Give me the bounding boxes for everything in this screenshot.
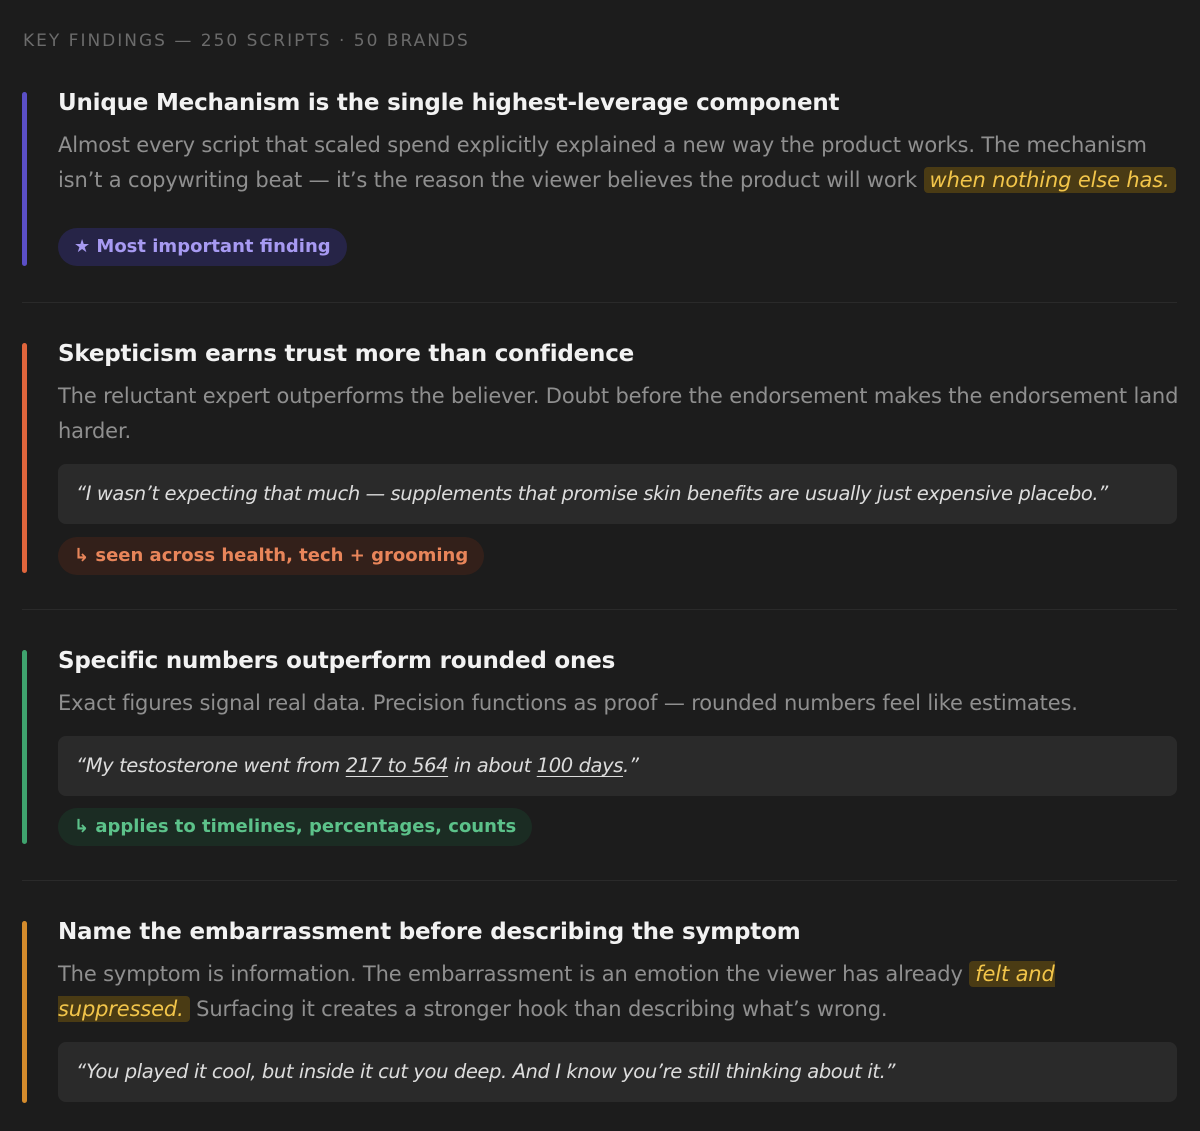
category-tag [58,808,532,846]
tag-label: ↳ seen across health, tech + grooming [74,545,469,566]
accent-bar-purple [22,92,27,266]
finding-body: The reluctant expert outperforms the believer. Doubt before the endorsement makes the endorsement land harder. [58,384,1179,443]
quote-text: in about [448,754,537,777]
quote-number-underlined: 217 to 564 [345,754,449,777]
divider [22,302,1177,303]
divider [22,880,1177,881]
finding-title: Unique Mechanism is the single highest-leverage component [58,90,840,116]
highlight-phrase: felt and suppressed. [58,962,1055,1021]
example-quote [58,736,1177,796]
quote-number-underlined: 100 days [536,754,624,777]
finding-body [58,128,1183,198]
tag-label: ↳ applies to timelines, percentages, counts [74,816,517,837]
accent-bar-green [22,650,27,844]
finding-body-text: Almost every script that scaled spend explicitly explained a new way the product works. The mechanism isn’t a copywriting beat — it’s the reason the viewer believes the product will work [58,133,1147,192]
section-header: KEY FINDINGS — 250 SCRIPTS · 50 BRANDS [23,31,470,51]
category-tag [58,537,484,575]
highlight-phrase: when nothing else has. [924,167,1176,193]
quote-text: .” [623,754,639,777]
most-important-badge [58,228,347,266]
example-quote: “I wasn’t expecting that much — supplements that promise skin benefits are usually just expensive placebo.” [58,464,1177,524]
accent-bar-amber [22,921,27,1103]
quote-text: “My testosterone went from [76,754,346,777]
finding-title: Skepticism earns trust more than confidence [58,341,635,367]
finding-body [58,957,1183,1027]
finding-body-text: Surfacing it creates a stronger hook than describing what’s wrong. [189,997,888,1021]
example-quote: “You played it cool, but inside it cut you deep. And I know you’re still thinking about it.” [58,1042,1177,1102]
accent-bar-orange [22,343,27,573]
divider [22,609,1177,610]
finding-body-text: The symptom is information. The embarrassment is an emotion the viewer has already [58,962,970,986]
finding-title: Specific numbers outperform rounded ones [58,648,616,674]
finding-body: Exact figures signal real data. Precision functions as proof — rounded numbers feel like estimates. [58,691,1078,715]
finding-title: Name the embarrassment before describing the symptom [58,919,801,945]
badge-label: ★ Most important finding [74,236,331,257]
